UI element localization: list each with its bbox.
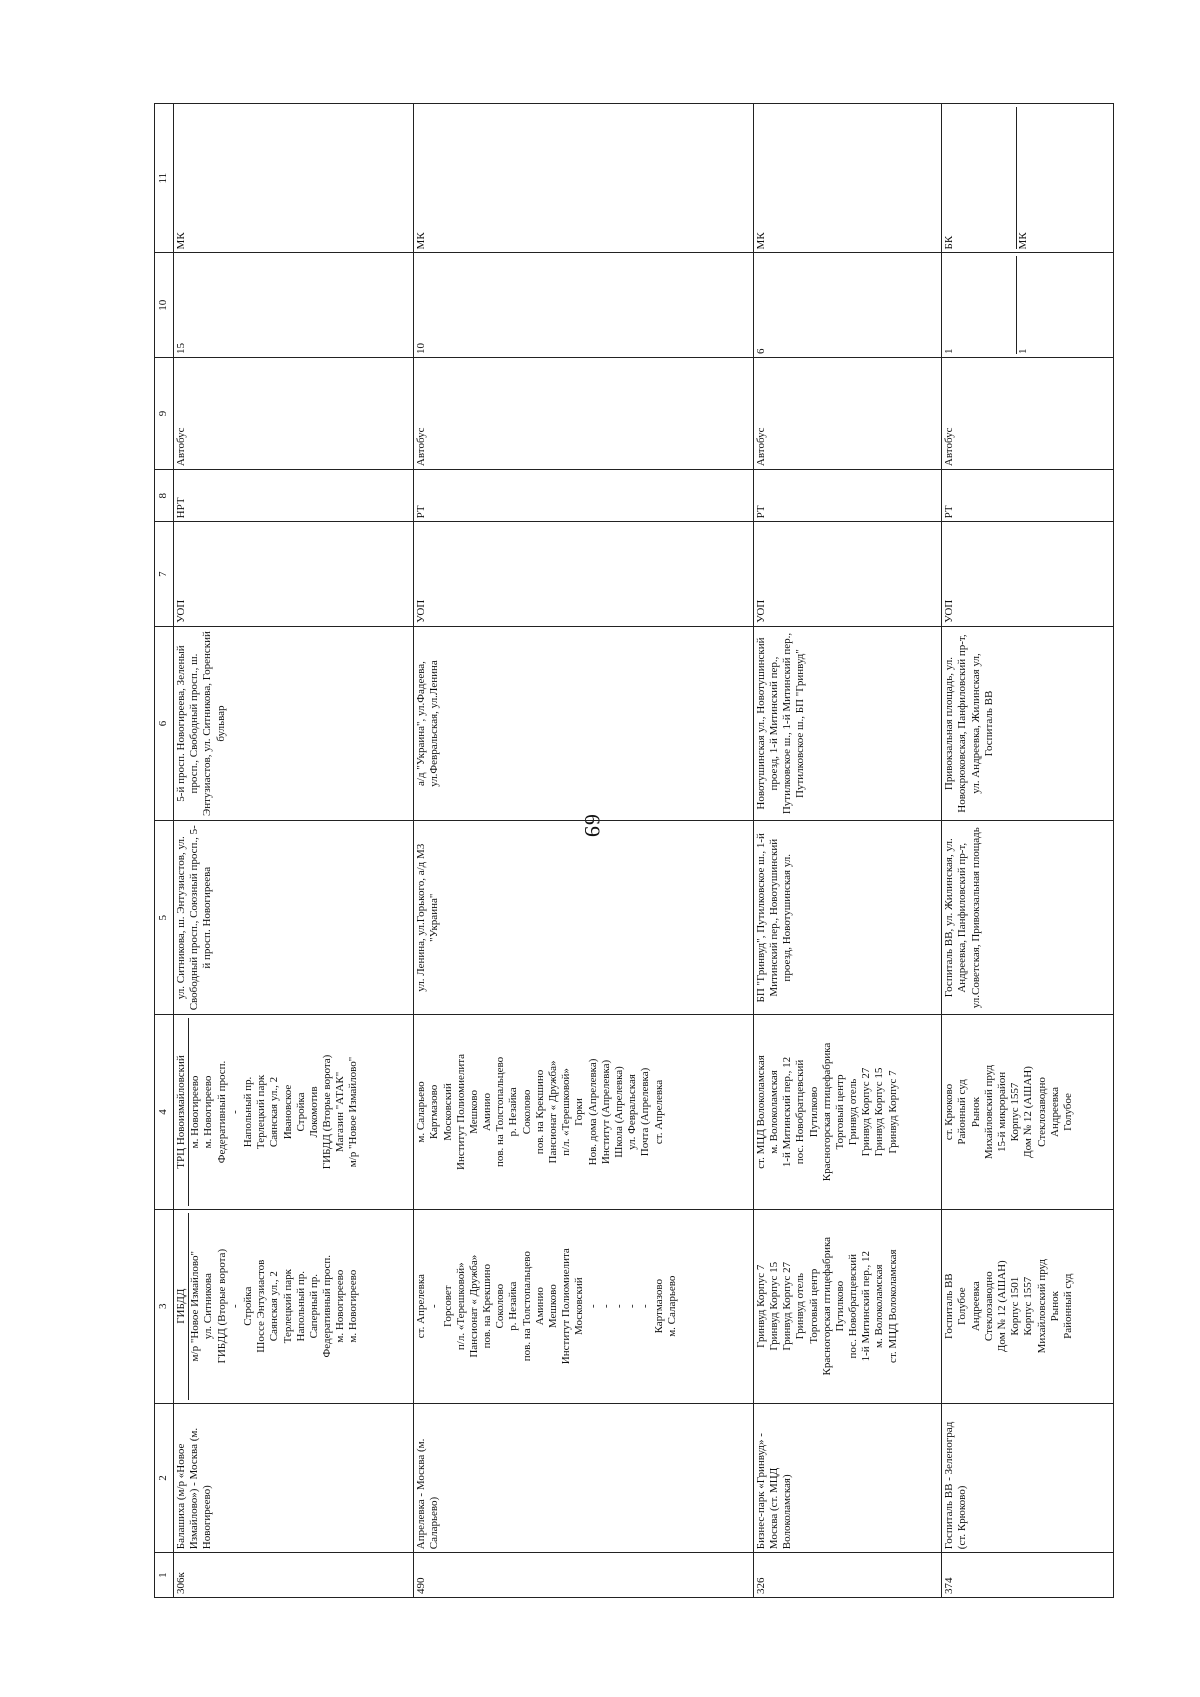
stops-backward (174, 1015, 414, 1209)
stop-item: Терлецкий парк (255, 1074, 268, 1150)
rotated-table-wrapper (154, 103, 1114, 1598)
header-row (155, 104, 174, 1598)
stop-item: 1-й Митинский пер., 12 (860, 1251, 873, 1362)
stop-column-head: ГИБДД (175, 1213, 189, 1400)
stop-item: Аминио (481, 1092, 494, 1132)
stop-item: Красногорская птицефабрика (820, 1236, 833, 1376)
stop-item: м/р "Новое Измайлово" (347, 1056, 360, 1168)
stop-item: - (612, 1304, 625, 1309)
stop-item: Гринвуд Корпус 27 (781, 1261, 794, 1351)
stop-item: Институт (Апрелевка) (599, 1059, 612, 1165)
header-col-10: 10 (155, 253, 174, 358)
stop-item: Дом № 12 (АШАН) (996, 1260, 1008, 1353)
route-transport: Автобус (753, 358, 942, 470)
stop-item: пов. на Толстопальцево (494, 1056, 507, 1168)
stops-forward (753, 1209, 942, 1403)
route-order: УОП (174, 522, 414, 627)
stop-item: Дом № 12 (АШАН) (1022, 1066, 1035, 1158)
streets-backward: 5-й просп. Новогиреева, Зеленый просп., Свободный просп., ш. Энтузиастов, ул. Ситникова, Горенский бульвар (174, 626, 414, 820)
route-name: Апрелевка - Москва (м. Саларьево) (414, 1403, 754, 1552)
route-number: 490 (414, 1553, 754, 1598)
vehicle-class-item: МК (754, 232, 767, 250)
stop-item: Напольный пр. (294, 1270, 307, 1342)
stop-item: Соколово (520, 1089, 533, 1135)
vehicle-count-item: 6 (754, 348, 767, 355)
stops-forward (942, 1209, 1114, 1403)
streets-forward: ул. Ситникова, ш. Энтузиастов, ул. Свободный просп., Союзный просп., 5-й просп. Новогиреева (174, 821, 414, 1015)
header-col-3: 3 (155, 1209, 174, 1403)
streets-forward: Госпиталь ВВ, ул. Жилинская, ул. Андреевка, Панфиловский пр-т, ул.Советская, Привокзальная площадь (942, 821, 1114, 1015)
stop-item: Андреевка (969, 1281, 982, 1332)
stop-item: Нов. дома (Апрелевка) (586, 1058, 599, 1166)
stop-item: ст. МЦД Волоколамская (754, 1055, 767, 1169)
vehicle-class (942, 104, 1114, 253)
streets-backward: Привокзальная площадь, ул. Новокрюковская, Панфиловский пр-т, ул. Андреевка, Жилинская ул, Госпиталь ВВ (942, 626, 1114, 820)
stop-item: Гринвуд Корпус 27 (860, 1067, 873, 1157)
stop-item: Горсовет (441, 1285, 454, 1327)
stop-item: - (639, 1304, 652, 1309)
stop-item: м. Новогиреево (202, 1075, 215, 1149)
vehicle-count-item: 1 (943, 348, 956, 355)
stop-item: пов. на Толстопальцево (520, 1251, 533, 1362)
route-order: УОП (414, 522, 754, 627)
stop-column-head: ТРЦ Новоизмайловский (175, 1018, 189, 1205)
stop-item: Гринвуд Корпус 7 (754, 1264, 767, 1348)
stop-item: Аминио (533, 1287, 546, 1326)
stop-item: м. Саларьево (665, 1275, 678, 1337)
stop-item: 15-й микрорайон (996, 1071, 1008, 1153)
stops-backward (753, 1015, 942, 1209)
vehicle-class-item: МК (415, 232, 428, 250)
stops-backward (942, 1015, 1114, 1209)
header-col-9: 9 (155, 358, 174, 470)
stop-item: - (599, 1304, 612, 1309)
header-col-1: 1 (155, 1553, 174, 1598)
stop-item: Стеклозаводно (1035, 1077, 1048, 1147)
stop-item: - (626, 1304, 639, 1309)
stop-item: р. Незайка (507, 1281, 520, 1331)
header-col-5: 5 (155, 821, 174, 1015)
stop-item: Стеклозаводно (982, 1271, 995, 1342)
page-number: 69 (580, 814, 605, 838)
stop-item: пов. на Крекшино (481, 1263, 494, 1349)
streets-forward: БП "Гринвуд", Путилковское ш., 1-й Митинский пер., Новотушинский проезд, Новотушинская ул. (753, 821, 942, 1015)
stop-item: Мешково (467, 1090, 480, 1134)
stop-item: Картмазово (428, 1084, 441, 1140)
stop-item: Горки (573, 1098, 586, 1126)
stop-item: Московский (573, 1277, 586, 1335)
stop-item: ст. Апрелевка (652, 1079, 665, 1145)
stop-item: м. Волоколамская (873, 1264, 886, 1348)
stop-item: Федеративный просп. (321, 1254, 334, 1358)
route-transport: Автобус (414, 358, 754, 470)
stop-item: - (586, 1304, 599, 1309)
table-row (942, 104, 1114, 1598)
stop-item: ст. МЦД Волоколамская (886, 1249, 899, 1363)
route-tariff: РТ (942, 470, 1114, 522)
stop-item: р. Незайка (507, 1087, 520, 1137)
header-col-6: 6 (155, 626, 174, 820)
stop-item: м. Волоколамская (767, 1070, 780, 1154)
stop-item: - (428, 1304, 441, 1309)
route-name: Балашиха (м/р «Новое Измайлово») - Москва (м. Новогиреево) (174, 1403, 414, 1552)
table-row (174, 104, 414, 1598)
stop-item: Михайловский пруд (982, 1064, 995, 1160)
route-number: 326 (753, 1553, 942, 1598)
stops-backward (414, 1015, 754, 1209)
vehicle-class (753, 104, 942, 253)
header-col-4: 4 (155, 1015, 174, 1209)
stop-item: Стройка (294, 1092, 307, 1132)
stop-item: Саперный пр. (307, 1273, 320, 1339)
route-tariff: РТ (753, 470, 942, 522)
vehicle-count-item: 10 (415, 343, 428, 355)
stop-item: ст. Крюково (943, 1083, 956, 1141)
route-order: УОП (753, 522, 942, 627)
stop-item: Федеративный просп. (215, 1060, 228, 1164)
route-name: Госпиталь ВВ - Зеленоград (ст. Крюково) (942, 1403, 1114, 1552)
stop-item: Магазин "АТАК" (334, 1071, 347, 1153)
stop-item: Корпус 1557 (1022, 1276, 1035, 1336)
stop-item: пос. Новобратцевский (847, 1253, 860, 1359)
table-row (414, 104, 754, 1598)
stop-item: м. Новогиреево (334, 1269, 347, 1343)
stop-item: Госпиталь ВВ (943, 1273, 956, 1340)
route-number: 306к (174, 1553, 414, 1598)
vehicle-count (414, 253, 754, 358)
stop-item: м. Новогиреево (189, 1075, 202, 1149)
stop-item: Торговый центр (833, 1074, 846, 1150)
stop-item: м. Новогиреево (347, 1269, 360, 1343)
stop-item: Мешково (547, 1284, 560, 1329)
stop-item: м. Саларьево (415, 1081, 428, 1143)
vehicle-count-item: 15 (175, 343, 187, 355)
stop-item: Голубое (1061, 1093, 1074, 1131)
route-transport: Автобус (942, 358, 1114, 470)
stop-item: пов. на Крекшино (533, 1069, 546, 1155)
stop-item: Гринвуд Корпус 7 (886, 1070, 899, 1154)
stop-item: Путилково (807, 1086, 820, 1138)
stop-item: Рынок (969, 1096, 982, 1128)
vehicle-count (174, 253, 414, 358)
table-row (753, 104, 942, 1598)
routes-table (154, 103, 1114, 1598)
route-tariff: РТ (414, 470, 754, 522)
stop-item: Ивановское (281, 1084, 294, 1140)
stop-item: Голубое (956, 1287, 969, 1326)
vehicle-class-item: БК (943, 235, 956, 250)
stop-item: Корпус 1557 (1009, 1082, 1022, 1142)
vehicle-count (753, 253, 942, 358)
header-col-2: 2 (155, 1403, 174, 1552)
stop-item: - (228, 1304, 241, 1309)
stop-item: Шоссе Энтузиастов (255, 1259, 268, 1353)
vehicle-class (174, 104, 414, 253)
stop-item: Пансионат « Дружба» (467, 1254, 480, 1358)
header-col-11: 11 (155, 104, 174, 253)
stop-item: Рынок (1048, 1291, 1061, 1322)
stop-item: Красногорская птицефабрика (820, 1042, 833, 1182)
vehicle-count (942, 253, 1114, 358)
vehicle-class (414, 104, 754, 253)
stop-item: Торговый центр (807, 1268, 820, 1344)
header-col-7: 7 (155, 522, 174, 627)
stop-item: Напольный пр. (241, 1076, 254, 1148)
stop-item: Институт Полиомиелита (560, 1248, 573, 1365)
stop-item: Институт Полиомиелита (454, 1053, 467, 1170)
stop-item: Гринвуд Корпус 15 (767, 1261, 780, 1351)
streets-backward: а/д "Украина", ул.Фадеева, ул.Февральская, ул.Ленина (414, 626, 754, 820)
stop-item: Районный суд (956, 1079, 969, 1145)
stop-item: Пансионат « Дружба» (547, 1060, 560, 1164)
stop-item: ГИБДД (Вторые ворота) (321, 1054, 334, 1170)
stop-item: ст. Апрелевка (415, 1274, 428, 1339)
routes-body (174, 104, 1114, 1598)
stop-item: п/л. «Терешковой» (454, 1262, 467, 1351)
route-number: 374 (942, 1553, 1114, 1598)
stop-item: Саянская ул., 2 (268, 1271, 281, 1342)
stop-item: ул. Ситникова (202, 1273, 215, 1340)
stop-item: Гринвуд отель (794, 1272, 807, 1340)
stops-forward (414, 1209, 754, 1403)
stop-item: Гринвуд отель (847, 1078, 860, 1146)
stop-item: пос. Новобратцевский (794, 1059, 807, 1165)
vehicle-class-item: МК (1016, 107, 1030, 249)
stop-item: п/л. «Терешковой» (560, 1068, 573, 1156)
streets-forward: ул. Ленина, ул.Горького, а/д М3 "Украина" (414, 821, 754, 1015)
stop-item: Корпус 1501 (1009, 1276, 1022, 1336)
stop-item: Терлецкий парк (281, 1269, 294, 1344)
route-tariff: НРТ (174, 470, 414, 522)
streets-backward: Новотушинская ул., Новотушинский проезд, 1-й Митинский пер., Путилковское ш., 1-й Митинский пер., Путилковское ш., БП "Гринвуд" (753, 626, 942, 820)
stop-item: ул. Февральская (626, 1074, 639, 1150)
stops-forward (174, 1209, 414, 1403)
stop-item: Михайловский пруд (1035, 1259, 1048, 1354)
stop-item: Почта (Апрелевка) (639, 1067, 652, 1157)
stop-item: Районный суд (1061, 1273, 1074, 1339)
vehicle-count-item: 1 (1016, 256, 1030, 354)
stop-item: Московский (441, 1083, 454, 1141)
stop-item: Локомотив (307, 1086, 320, 1138)
stop-item: Андреевка (1048, 1087, 1061, 1137)
stop-item: Стройка (241, 1286, 254, 1326)
stop-item: м/р "Новое Измайлово" (189, 1250, 202, 1362)
stop-item: Школа (Апрелевка) (612, 1066, 625, 1158)
stop-item: 1-й Митинский пер., 12 (781, 1056, 794, 1168)
route-name: Бизнес-парк «Гринвуд» - Москва (ст. МЦД Волоколамская) (753, 1403, 942, 1552)
header-col-8: 8 (155, 470, 174, 522)
vehicle-class-item: МК (175, 232, 187, 250)
stop-item: Саянская ул., 2 (268, 1076, 281, 1148)
stop-item: ГИБДД (Вторые ворота) (215, 1248, 228, 1364)
stop-item: Гринвуд Корпус 15 (873, 1067, 886, 1157)
stop-item: - (228, 1110, 241, 1114)
stop-item: Картмазово (652, 1278, 665, 1334)
stop-item: Соколово (494, 1283, 507, 1329)
route-transport: Автобус (174, 358, 414, 470)
stop-item: Путилково (833, 1280, 846, 1332)
route-order: УОП (942, 522, 1114, 627)
